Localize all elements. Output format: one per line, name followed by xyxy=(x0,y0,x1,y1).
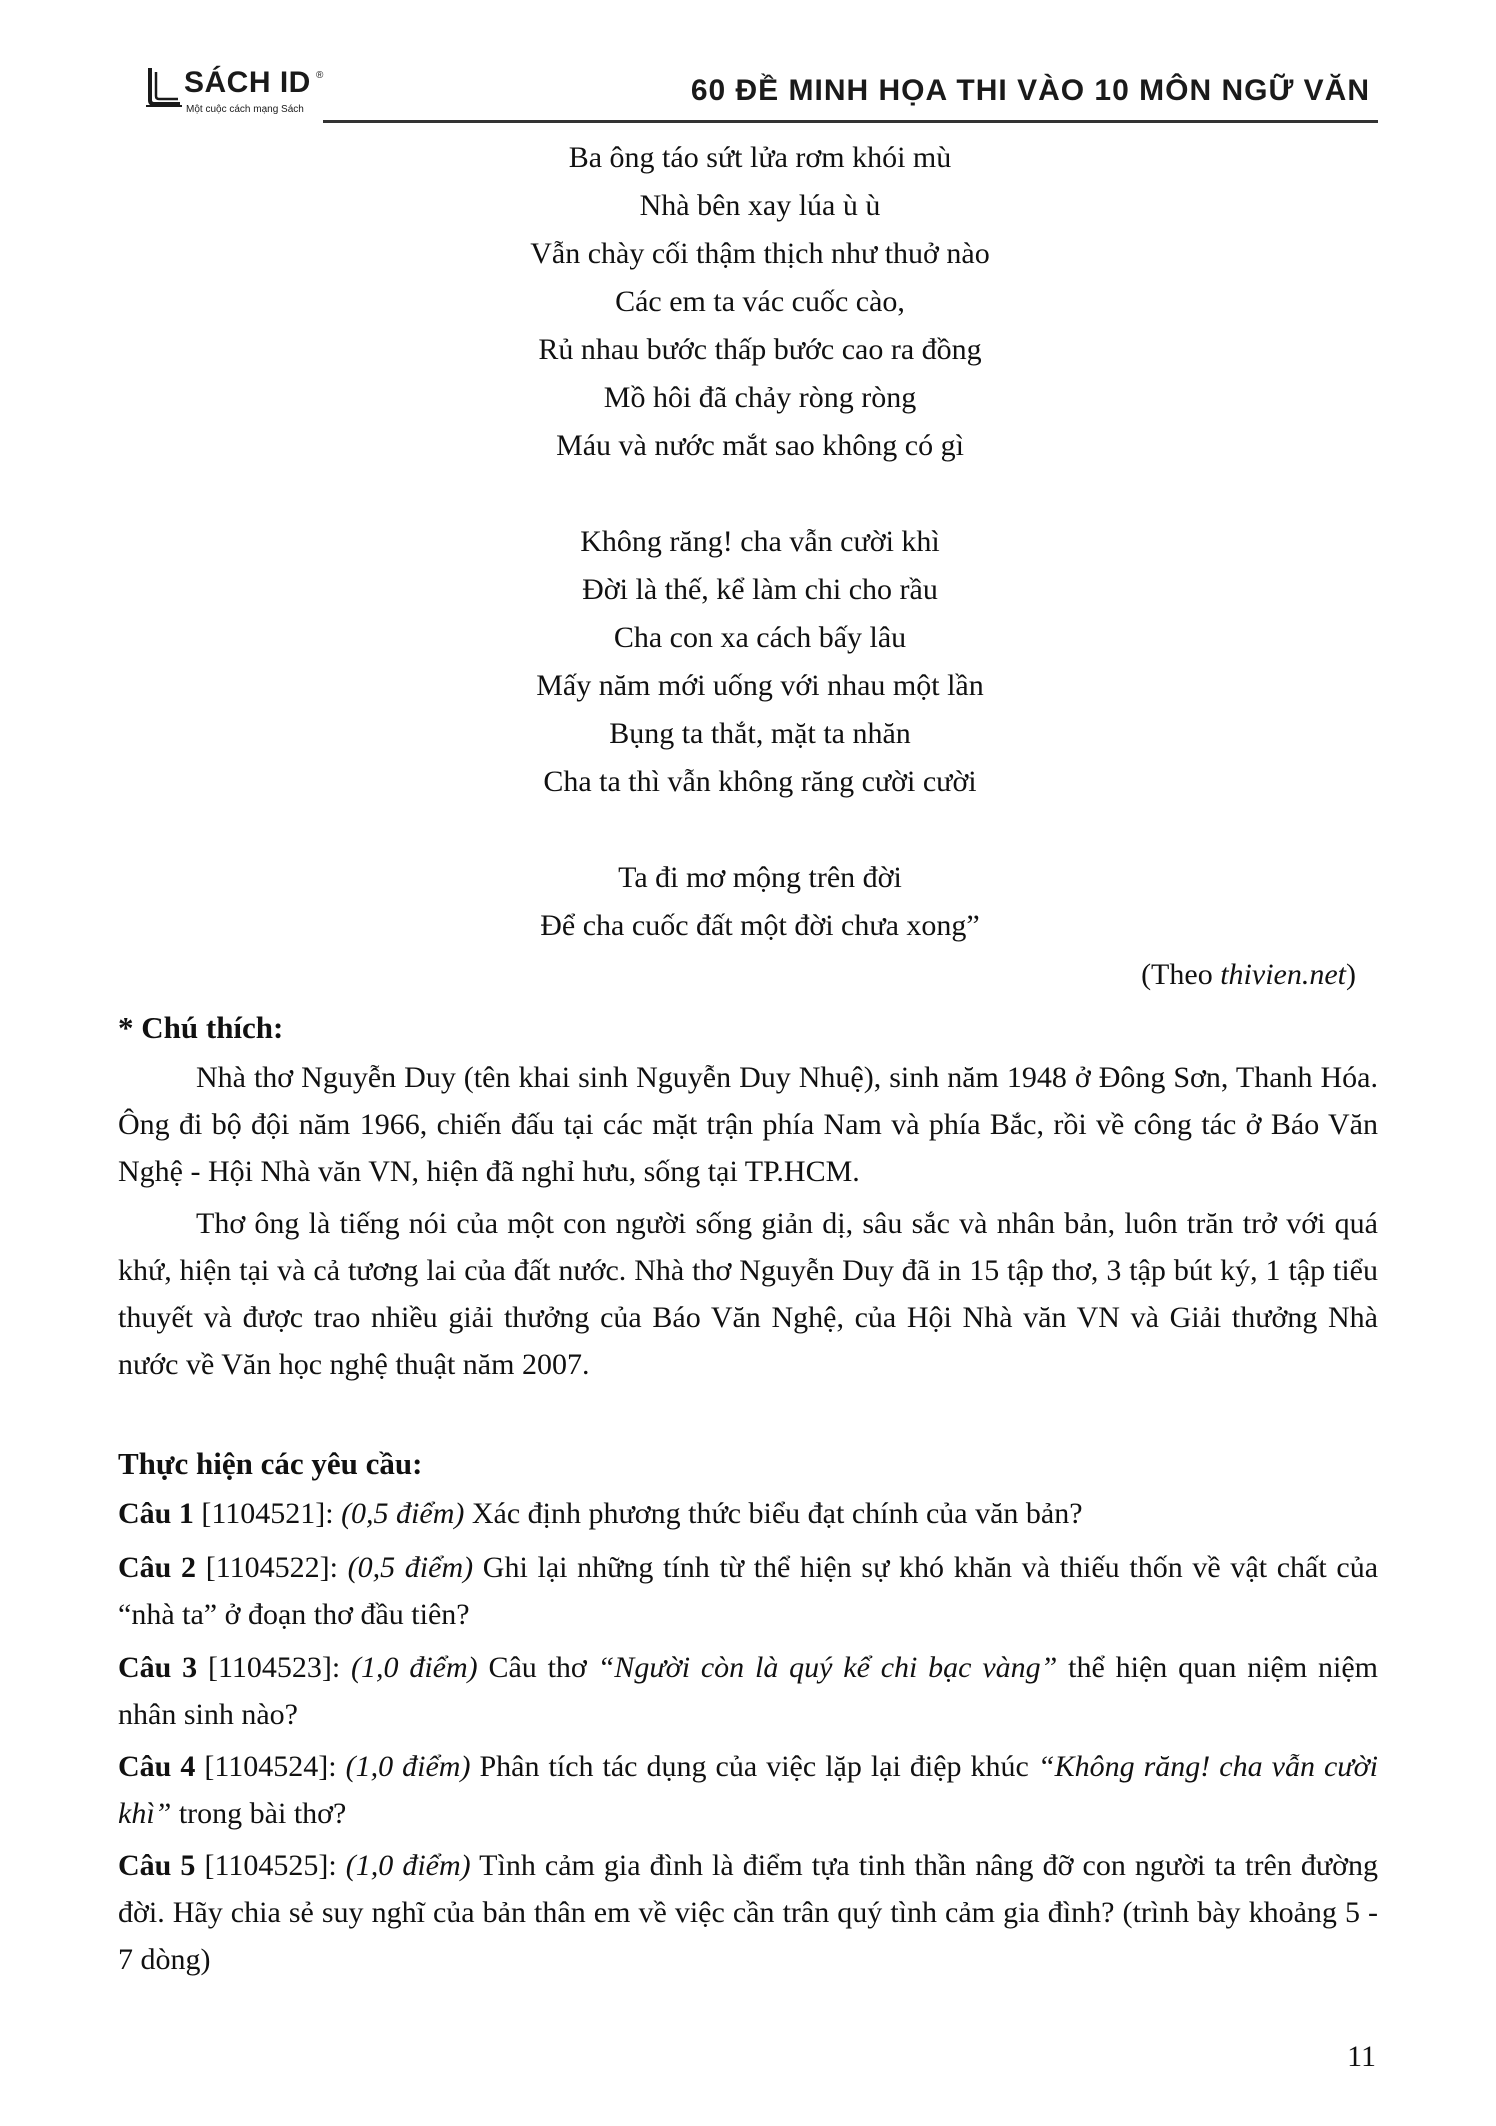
question-3: Câu 3 [1104523]: (1,0 điểm) Câu thơ “Người còn là quý kể chi bạc vàng” thể hiện quan niệm niệm nhân sinh nào? xyxy=(118,1651,1379,1731)
poem-line: Đời là thế, kể làm chi cho rầu xyxy=(582,573,938,606)
page-number: 11 xyxy=(1347,2040,1376,2073)
poem-line: Nhà bên xay lúa ù ù xyxy=(639,189,881,222)
question-points: (1,0 điểm) xyxy=(351,1651,478,1684)
registered-mark: ® xyxy=(316,70,324,81)
logo-tagline: Một cuộc cách mạng Sách xyxy=(186,104,304,115)
poem-line: Bụng ta thắt, mặt ta nhăn xyxy=(609,717,911,750)
question-label: Câu 4 xyxy=(118,1750,196,1783)
header-divider xyxy=(323,120,1378,123)
question-label: Câu 3 xyxy=(118,1651,198,1684)
question-1: Câu 1 [1104521]: (0,5 điểm) Xác định phương thức biểu đạt chính của văn bản? xyxy=(118,1497,1083,1530)
poem xyxy=(320,134,1200,950)
poem-line: Cha ta thì vẫn không răng cười cười xyxy=(543,765,977,798)
poem-stanza-1 xyxy=(320,134,1200,470)
poem-line: Ta đi mơ mộng trên đời xyxy=(618,861,902,894)
book-title: 60 ĐỀ MINH HỌA THI VÀO 10 MÔN NGỮ VĂN xyxy=(690,74,1370,107)
question-label: Câu 2 xyxy=(118,1551,197,1584)
poem-stanza-3 xyxy=(320,854,1200,950)
book-logo-icon xyxy=(144,64,184,110)
notes-paragraph-1: Nhà thơ Nguyễn Duy (tên khai sinh Nguyễn Duy Nhuệ), sinh năm 1948 ở Đông Sơn, Thanh Hóa. Ông đi bộ đội năm 1966, chiến đấu tại các mặt trận phía Nam và phía Bắc, rồi về công tác ở Báo Văn Nghệ - Hội Nhà văn VN, hiện đã nghỉ hưu, sống tại TP.HCM. xyxy=(118,1061,1378,1188)
poem-line: Ba ông táo sứt lửa rơm khói mù xyxy=(568,141,952,174)
poem-line: Rủ nhau bước thấp bước cao ra đồng xyxy=(538,333,982,366)
poem-stanza-2 xyxy=(320,518,1200,806)
question-2: Câu 2 [1104522]: (0,5 điểm) Ghi lại những tính từ thể hiện sự khó khăn và thiếu thốn về vật chất của “nhà ta” ở đoạn thơ đầu tiên? xyxy=(118,1551,1379,1631)
question-5: Câu 5 [1104525]: (1,0 điểm) Tình cảm gia đình là điểm tựa tinh thần nâng đỡ con người ta trên đường đời. Hãy chia sẻ suy nghĩ của bản thân em về việc cần trân quý tình cảm gia đình? (trình bày khoảng 5 - 7 dòng) xyxy=(118,1849,1379,1976)
page-header xyxy=(118,58,1378,124)
poem-line: Các em ta vác cuốc cào, xyxy=(615,285,905,318)
poem-source: (Theo thivien.net) xyxy=(1141,958,1356,991)
question-points: (0,5 điểm) xyxy=(347,1551,474,1584)
question-4: Câu 4 [1104524]: (1,0 điểm) Phân tích tác dụng của việc lặp lại điệp khúc “Không răng! cha vẫn cười khì” trong bài thơ? xyxy=(118,1750,1379,1830)
question-quote: “Không răng! cha vẫn cười khì” xyxy=(118,1750,1379,1830)
poem-line: Cha con xa cách bấy lâu xyxy=(613,621,907,654)
question-label: Câu 5 xyxy=(118,1849,196,1882)
question-points: (1,0 điểm) xyxy=(345,1750,471,1783)
tasks-heading: Thực hiện các yêu cầu: xyxy=(118,1446,423,1481)
poem-line: Để cha cuốc đất một đời chưa xong” xyxy=(540,909,980,942)
notes-paragraph-2: Thơ ông là tiếng nói của một con người sống giản dị, sâu sắc và nhân bản, luôn trăn trở với quá khứ, hiện tại và cả tương lai của đất nước. Nhà thơ Nguyễn Duy đã in 15 tập thơ, 3 tập bút ký, 1 tập tiểu thuyết và được trao nhiều giải thưởng của Báo Văn Nghệ, của Hội Nhà văn VN và Giải thưởng Nhà nước về Văn học nghệ thuật năm 2007. xyxy=(118,1207,1378,1381)
question-label: Câu 1 xyxy=(118,1497,194,1530)
source-site: thivien.net xyxy=(1220,958,1346,991)
poem-line: Mấy năm mới uống với nhau một lần xyxy=(536,669,984,702)
question-points: (1,0 điểm) xyxy=(345,1849,471,1882)
logo-text: SÁCH ID xyxy=(184,66,311,99)
sach-id-logo xyxy=(144,64,374,124)
question-points: (0,5 điểm) xyxy=(341,1497,465,1530)
poem-line: Vẫn chày cối thậm thịch như thuở nào xyxy=(530,237,990,270)
poem-line: Không răng! cha vẫn cười khì xyxy=(580,525,940,558)
poem-line: Mồ hôi đã chảy ròng ròng xyxy=(603,381,917,414)
notes-heading: * Chú thích: xyxy=(118,1010,284,1045)
question-quote: “Người còn là quý kể chi bạc vàng” xyxy=(597,1651,1058,1684)
poem-line: Máu và nước mắt sao không có gì xyxy=(556,429,964,462)
